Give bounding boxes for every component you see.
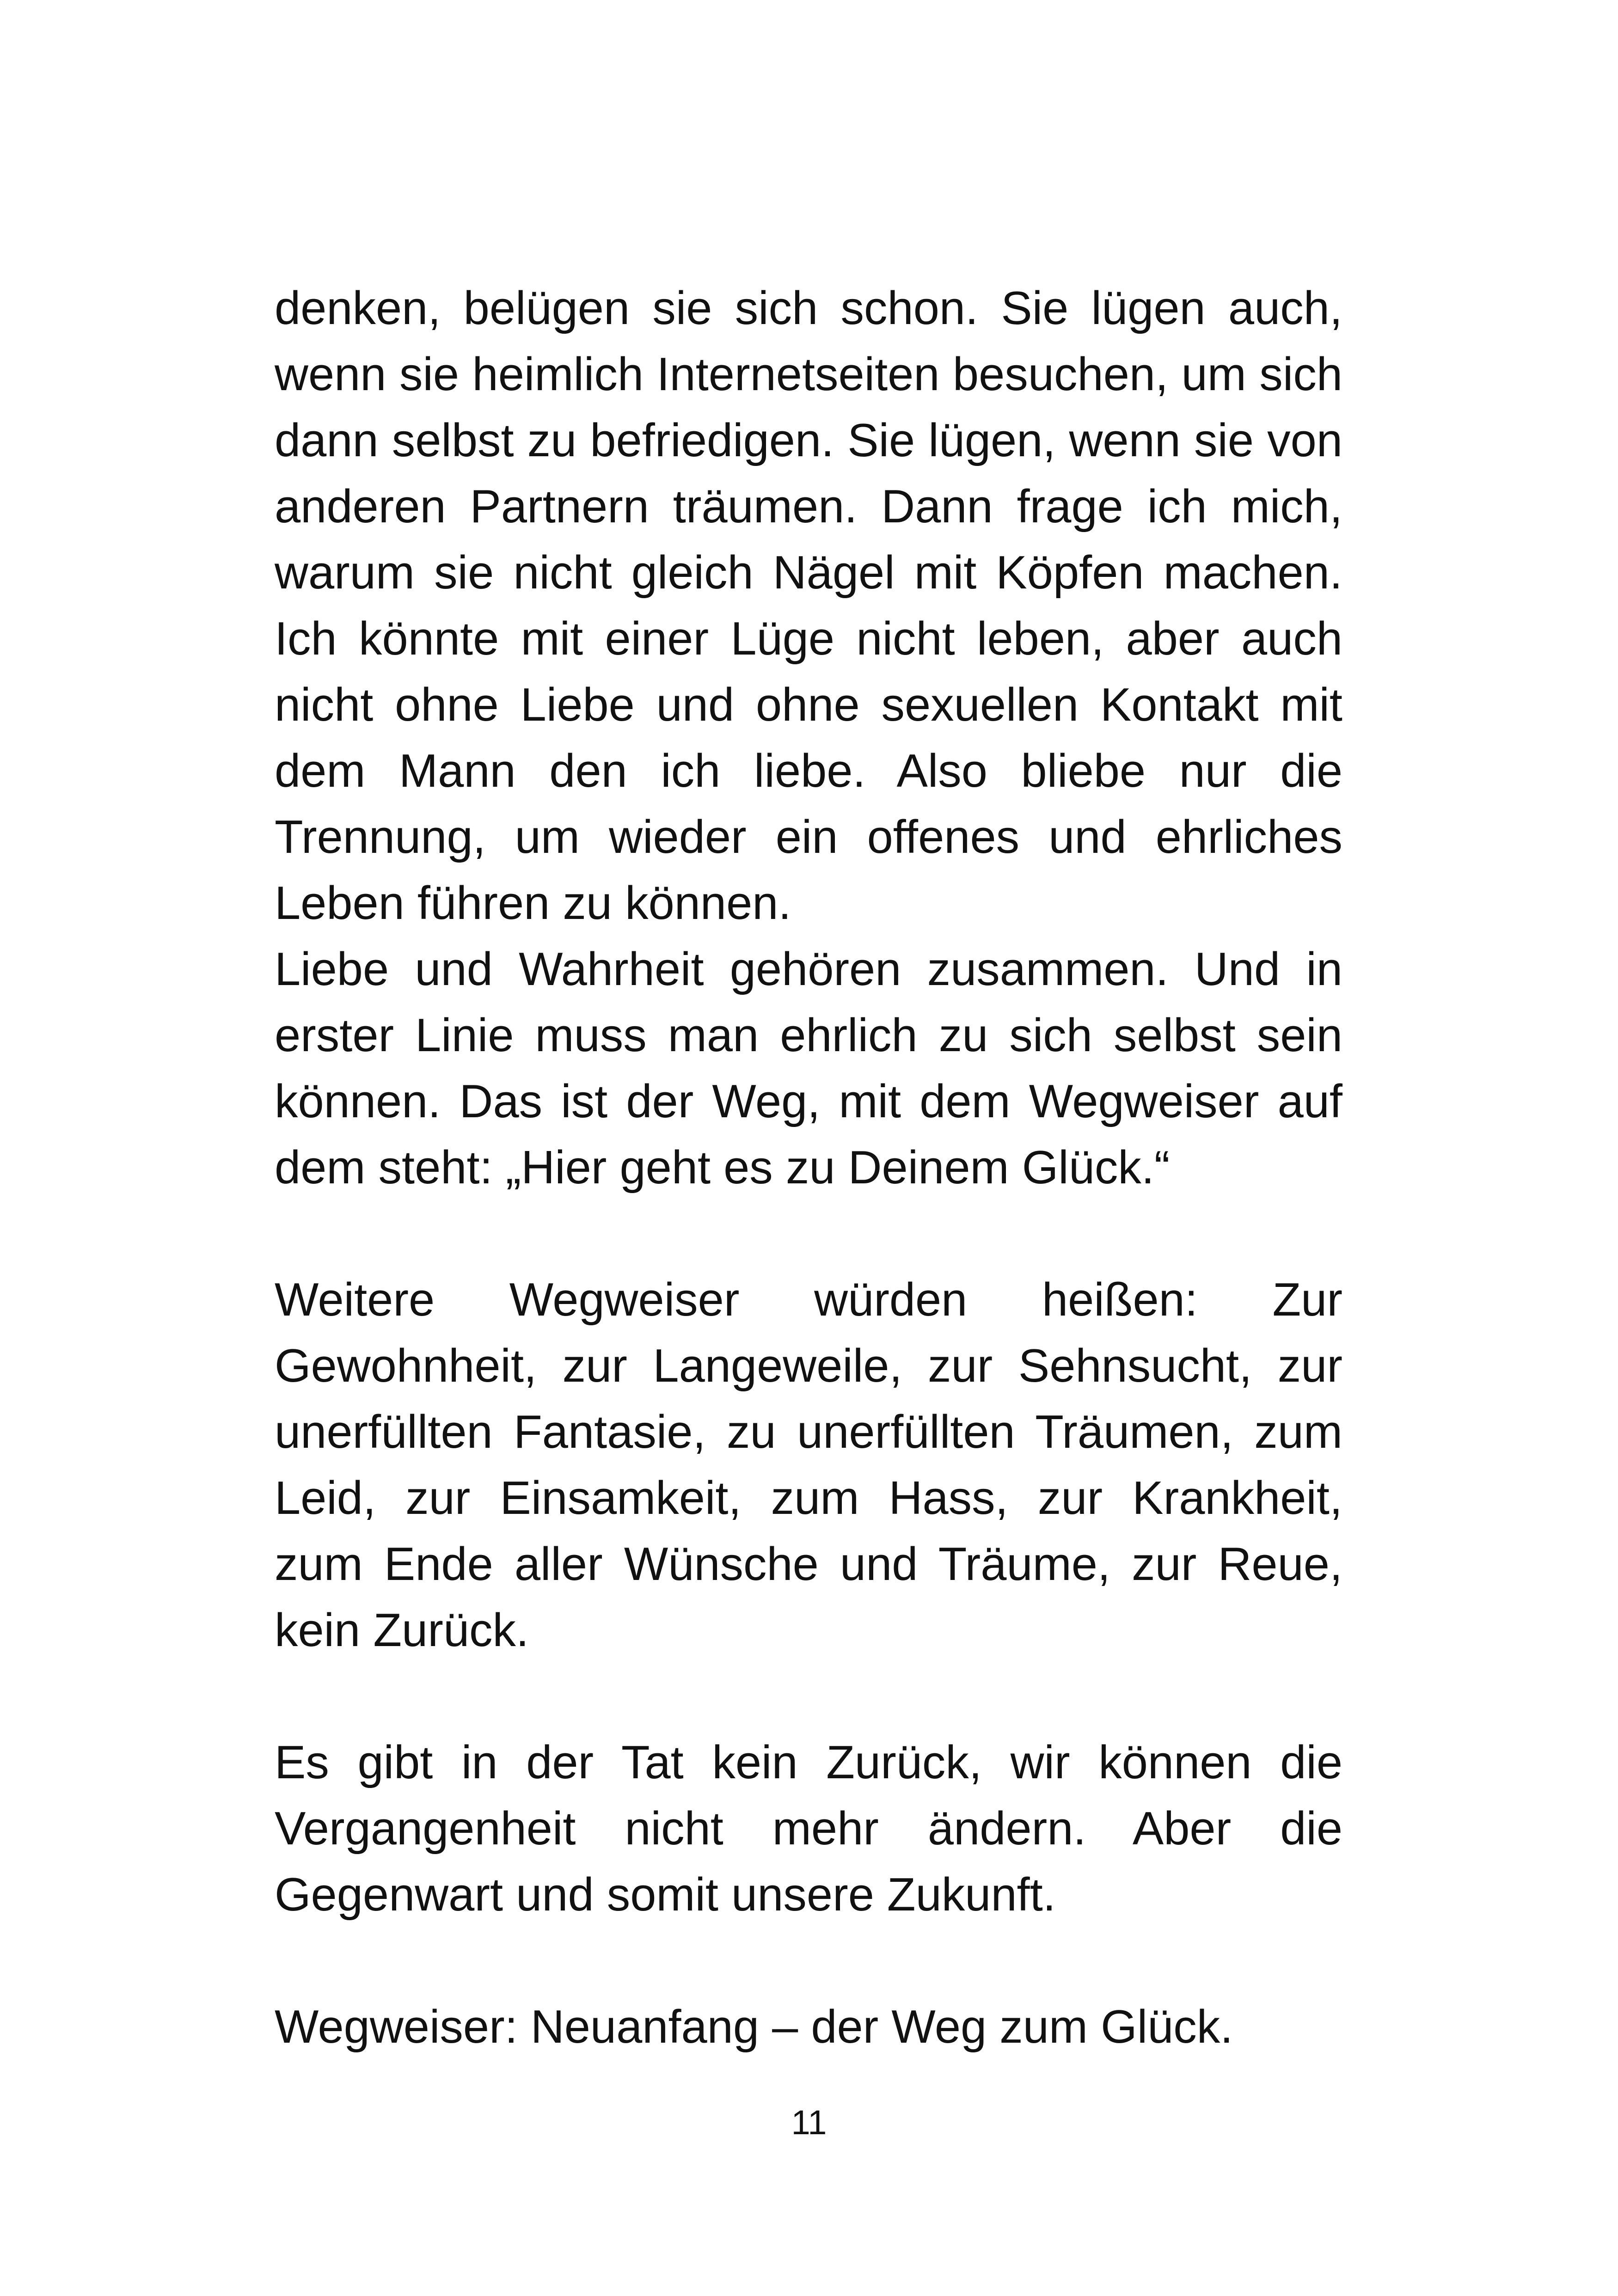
paragraph-gap bbox=[275, 1928, 1342, 1994]
paragraph-3: Weitere Wegweiser würden heißen: Zur Gewohnheit, zur Langeweile, zur Sehnsucht, zur unerfüllten Fantasie, zu unerfüllten Träumen, zum Leid, zur Einsamkeit, zum Hass, zur Krankheit, zum Ende aller Wünsche und Träume, zur Reue, kein Zurück. bbox=[275, 1274, 1342, 1656]
page-number: 11 bbox=[791, 2103, 827, 2142]
paragraph-2: Liebe und Wahrheit gehören zusammen. Und in erster Linie muss man ehrlich zu sich selbst sein können. Das ist der Weg, mit dem Wegweiser auf dem steht: „Hier geht es zu Deinem Glück.“ bbox=[275, 943, 1342, 1194]
paragraph-4: Es gibt in der Tat kein Zurück, wir können die Vergangenheit nicht mehr ändern. Aber die Gegenwart und somit unsere Zukunft. bbox=[275, 1737, 1342, 1921]
paragraph-1: denken, belügen sie sich schon. Sie lügen auch, wenn sie heimlich Internetseiten besuchen, um sich dann selbst zu befriedigen. Sie lügen, wenn sie von anderen Partnern träumen. Dann frage ich mich, warum sie nicht gleich Nägel mit Köpfen machen. Ich könnte mit einer Lüge nicht leben, aber auch nicht ohne Liebe und ohne sexuellen Kontakt mit dem Mann den ich liebe. Also bliebe nur die Trennung, um wieder ein offenes und ehrliches Leben führen zu können. bbox=[275, 282, 1342, 929]
body-text bbox=[275, 276, 1342, 2060]
paragraph-5: Wegweiser: Neuanfang – der Weg zum Glück. bbox=[275, 2001, 1233, 2053]
paragraph-gap bbox=[275, 1664, 1342, 1730]
paragraph-gap bbox=[275, 1201, 1342, 1267]
